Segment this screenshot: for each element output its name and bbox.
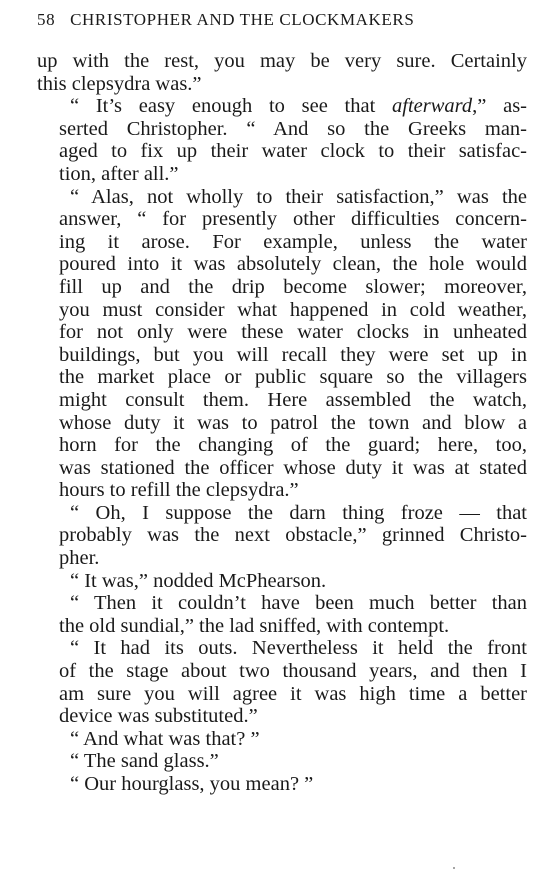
text-line: might consult them. Here assembled the watch, [59,388,527,411]
text-line: “ Oh, I suppose the darn thing froze — that [70,501,527,524]
text-line: “ Alas, not wholly to their satisfaction,” was the [70,185,527,208]
text-line: tion, after all.” [59,162,179,185]
paragraph [37,750,527,773]
paragraph [37,637,527,727]
text-line: hours to refill the clepsydra.” [59,479,299,502]
text-line: serted Christopher. “ And so the Greeks man- [59,117,527,140]
text-line: fill up and the drip become slower; moreover, [59,275,527,298]
text-line: “ It had its outs. Nevertheless it held the front [70,637,527,660]
paragraph [37,773,527,796]
emphasis: afterward [392,95,473,118]
text-line: ing it arose. For example, unless the water [59,230,527,253]
text-line: “ It was,” nodded McPhearson. [70,569,327,592]
text-line: buildings, but you will recall they were set up in [59,343,527,366]
paragraph [37,592,527,637]
running-title: CHRISTOPHER AND THE CLOCKMAKERS [70,10,415,29]
text-line: this clepsydra was.” [37,72,202,95]
text-line: poured into it was absolutely clean, the hole would [59,253,527,276]
text-line: the old sundial,” the lad sniffed, with contempt. [59,614,450,637]
text-line: you must consider what happened in cold weather, [59,298,527,321]
text-line: answer, “ for presently other difficulties concern- [59,208,527,231]
text-line: horn for the changing of the guard; here, too, [59,434,527,457]
text-line: aged to fix up their water clock to their satisfac- [59,140,527,163]
page-number: 58 [37,10,56,29]
paragraph [37,502,527,570]
text-line: for not only were these water clocks in unheated [59,321,527,344]
text-line: pher. [59,547,100,570]
text-line: probably was the next obstacle,” grinned Christo- [59,524,527,547]
text-line: up with the rest, you may be very sure. Certainly [37,50,527,72]
text-line: the market place or public square so the villagers [59,366,527,389]
text-line: am sure you will agree it was high time a better [59,682,527,705]
text-line: was stationed the officer whose duty it was at stated [59,456,527,479]
paragraph [37,728,527,751]
text-line: “ It’s easy enough to see that afterward,” as- [70,95,527,118]
running-header [37,10,537,30]
paragraph [37,95,527,185]
text-line: whose duty it was to patrol the town and blow a [59,411,527,434]
paragraph [37,570,527,593]
paragraph [37,186,527,502]
text-line: device was substituted.” [59,705,258,728]
body-text [37,50,527,796]
text-line: “ Then it couldn’t have been much better than [70,592,527,615]
text-line: “ Our hourglass, you mean? ” [70,773,314,795]
text-line: “ And what was that? ” [70,727,260,750]
text-line: of the stage about two thousand years, and then I [59,660,527,683]
paper-speck [453,867,455,869]
paragraph [37,50,527,95]
text-line: “ The sand glass.” [70,750,219,773]
